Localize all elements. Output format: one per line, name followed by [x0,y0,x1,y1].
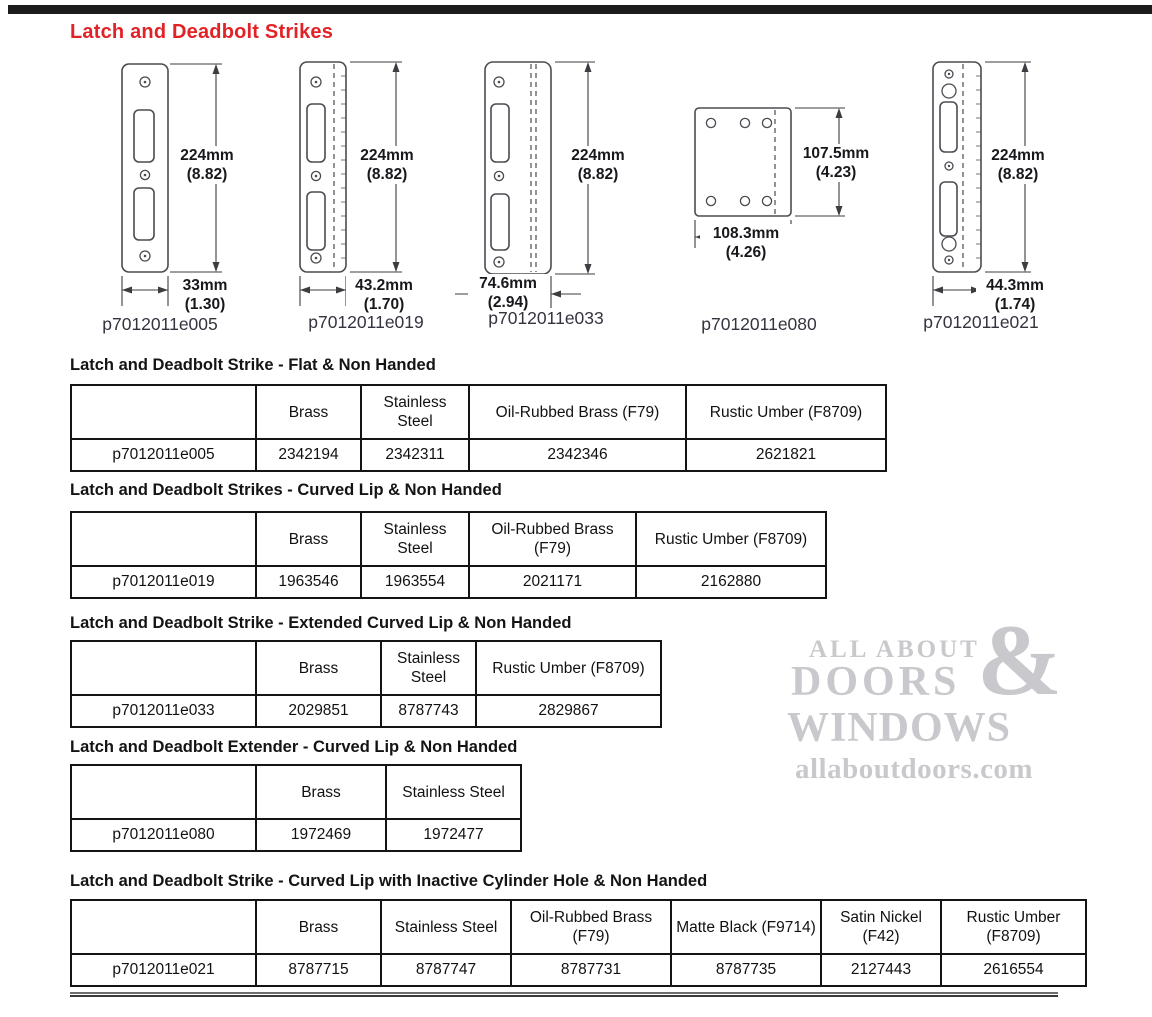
table-row [71,819,521,851]
dimension-inches: (1.30) [184,296,226,313]
item-number-cell: 2162880 [636,566,826,598]
price-table-curved-lip [70,511,827,599]
width-dimension [346,276,422,314]
finish-column-header: Brass [256,765,386,819]
section-title-extended-curved-lip: Latch and Deadbolt Strike - Extended Curved Lip & Non Handed [70,614,572,632]
part-number-label: p7012011e080 [701,314,817,334]
dimension-mm: 224mm [991,147,1045,164]
item-number-cell: 8787715 [256,954,381,986]
plate-outline [122,64,168,272]
finish-column-header: Rustic Umber (F8709) [636,512,826,566]
finish-column-header: Brass [256,385,361,439]
section-title-cylinder-hole: Latch and Deadbolt Strike - Curved Lip with Inactive Cylinder Hole & Non Handed [70,872,708,890]
dimension-mm: 74.6mm [479,275,537,292]
price-table-cylinder-hole [70,899,1087,987]
finish-column-header: Matte Black (F9714) [671,900,821,954]
table-row [71,695,661,727]
header-row [71,765,521,819]
watermark-line-doors: DOORS [791,659,961,705]
finish-column-header: Stainless Steel [386,765,521,819]
finish-column-header: Satin Nickel (F42) [821,900,941,954]
width-dimension [700,224,792,262]
dimension-inches: (8.82) [186,166,228,183]
finish-column-header: Stainless Steel [361,512,469,566]
finish-column-header: Rustic Umber (F8709) [476,641,661,695]
corner-cell [71,641,256,695]
item-number-cell: 2616554 [941,954,1086,986]
width-dimension [172,276,238,314]
corner-cell [71,765,256,819]
price-table-extender [70,764,522,852]
finish-column-header: Rustic Umber (F8709) [686,385,886,439]
section-title-flat: Latch and Deadbolt Strike - Flat & Non Handed [70,356,436,374]
part-number-cell: p7012011e021 [71,954,256,986]
part-number-label: p7012011e021 [923,312,1039,332]
item-number-cell: 1963554 [361,566,469,598]
watermark [785,604,1075,796]
table-row [71,439,886,471]
part-number-cell: p7012011e005 [71,439,256,471]
section-title-extender: Latch and Deadbolt Extender - Curved Lip & Non Handed [70,738,518,756]
watermark-line-all-about: ALL ABOUT [809,636,980,663]
item-number-cell: 1972469 [256,819,386,851]
plate-outline [485,62,551,274]
item-number-cell: 2621821 [686,439,886,471]
corner-cell [71,385,256,439]
height-dimension [982,146,1054,184]
part-number-label: p7012011e033 [488,308,604,328]
dimension-inches: (1.74) [994,296,1036,313]
plate-outline [695,108,791,216]
dimension-inches: (1.70) [363,296,405,313]
watermark-line-windows: WINDOWS [787,705,1012,751]
item-number-cell: 1972477 [386,819,521,851]
item-number-cell: 2029851 [256,695,381,727]
item-number-cell: 8787735 [671,954,821,986]
watermark-ampersand: & [977,604,1062,717]
part-number-cell: p7012011e033 [71,695,256,727]
part-number-cell: p7012011e080 [71,819,256,851]
finish-column-header: Brass [256,641,381,695]
section-title-curved-lip: Latch and Deadbolt Strikes - Curved Lip & Non Handed [70,481,502,499]
finish-column-header: Brass [256,512,361,566]
finish-column-header: Brass [256,900,381,954]
dimension-mm: 33mm [182,277,228,294]
part-number-cell: p7012011e019 [71,566,256,598]
header-row [71,641,661,695]
finish-column-header: Oil-Rubbed Brass (F79) [469,385,686,439]
page-title: Latch and Deadbolt Strikes [70,21,334,43]
dimension-mm: 224mm [571,147,625,164]
header-row [71,512,826,566]
corner-cell [71,900,256,954]
finish-column-header: Rustic Umber (F8709) [941,900,1086,954]
part-number-label: p7012011e019 [308,312,424,332]
width-dimension [976,276,1054,314]
item-number-cell: 8787731 [511,954,671,986]
finish-column-header: Stainless Steel [381,900,511,954]
dimension-inches: (8.82) [577,166,619,183]
item-number-cell: 2021171 [469,566,636,598]
dimension-mm: 224mm [360,147,414,164]
watermark-url: allaboutdoors.com [795,753,1034,785]
dimension-mm: 43.2mm [355,277,413,294]
width-dimension [468,274,548,312]
item-number-cell: 8787747 [381,954,511,986]
finish-column-header: Oil-Rubbed Brass (F79) [511,900,671,954]
top-border-bar [8,5,1152,14]
dimension-inches: (2.94) [487,294,529,311]
finish-column-header: Stainless Steel [361,385,469,439]
corner-cell [71,512,256,566]
finish-column-header: Oil-Rubbed Brass (F79) [469,512,636,566]
height-dimension [562,146,634,184]
plate-outline [933,62,981,272]
item-number-cell: 2829867 [476,695,661,727]
price-table-flat [70,384,887,472]
part-number-label: p7012011e005 [102,314,218,334]
header-row [71,385,886,439]
item-number-cell: 1963546 [256,566,361,598]
dimension-inches: (8.82) [366,166,408,183]
dimension-inches: (8.82) [997,166,1039,183]
dimension-inches: (4.23) [815,164,857,181]
plate-outline [300,62,346,272]
price-table-extended-curved-lip [70,640,662,728]
height-dimension [174,146,240,184]
dimension-mm: 107.5mm [802,145,870,162]
dimension-inches: (4.26) [725,244,767,261]
item-number-cell: 8787743 [381,695,476,727]
dimension-mm: 224mm [180,147,234,164]
header-row [71,900,1086,954]
table-row [71,566,826,598]
height-dimension [794,144,878,182]
table-row [71,954,1086,986]
item-number-cell: 2342194 [256,439,361,471]
finish-column-header: Stainless Steel [381,641,476,695]
dimension-mm: 44.3mm [986,277,1044,294]
item-number-cell: 2342346 [469,439,686,471]
dimension-mm: 108.3mm [712,225,780,242]
height-dimension [352,146,422,184]
item-number-cell: 2127443 [821,954,941,986]
item-number-cell: 2342311 [361,439,469,471]
bottom-rule [70,992,1058,997]
